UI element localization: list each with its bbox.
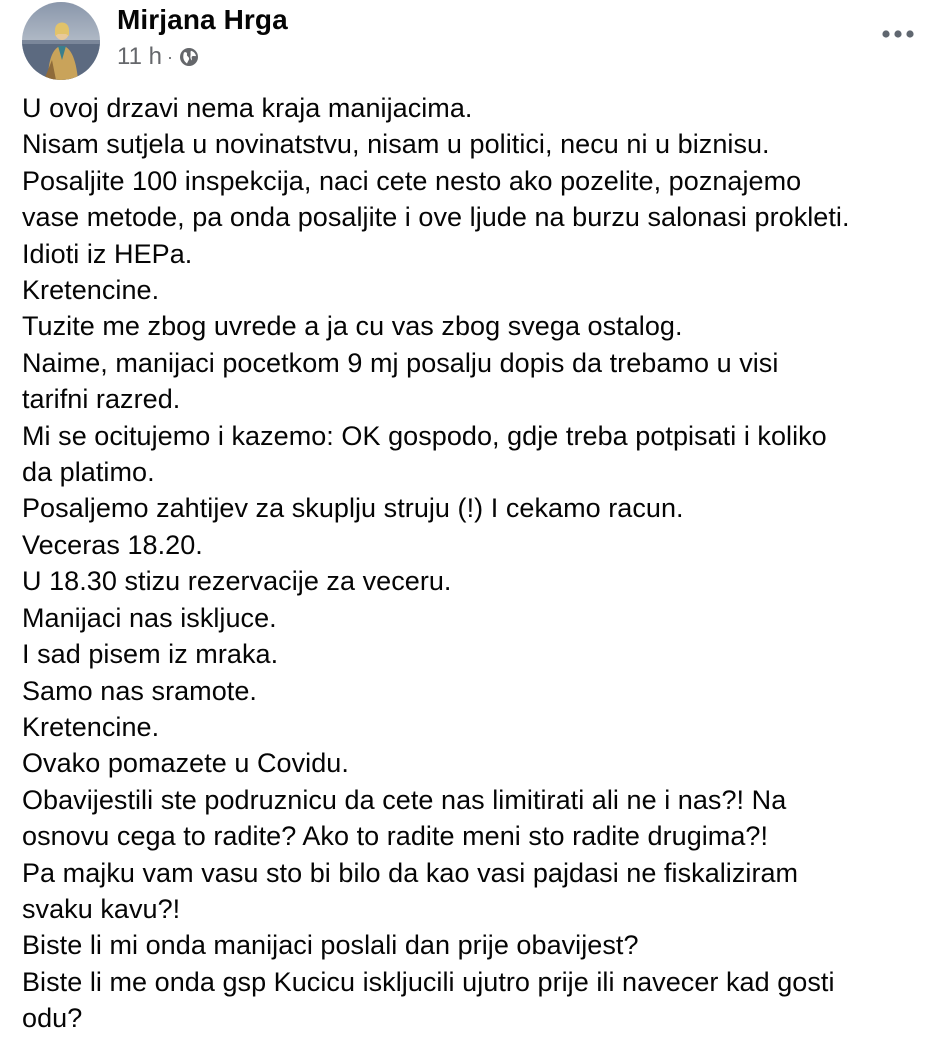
post-text-line: tarifni razred. [22, 384, 181, 415]
post-text-line: U ovoj drzavi nema kraja manijacima. [22, 93, 473, 123]
post-text-line: Mi se ocitujemo i kazemo: OK gospodo, gdje treba potpisati i koliko [22, 420, 827, 451]
post-text-line: Obavijestili ste podruznicu da cete nas limitirati ali ne i nas?! Na [22, 784, 787, 815]
post-text-line: Nisam sutjela u novinatstvu, nisam u politici, necu ni u biznisu. [22, 129, 770, 160]
post-text-line: Veceras 18.20. [22, 529, 203, 560]
more-horizontal-icon [881, 29, 915, 39]
more-options-button[interactable] [878, 18, 918, 50]
post-text-line: odu? [22, 1003, 83, 1034]
post-text-line: Samo nas sramote. [22, 675, 257, 706]
avatar-photo [22, 2, 100, 80]
post-meta [117, 42, 199, 72]
meta-separator: · [166, 47, 173, 67]
post-text-line: Biste li me onda gsp Kucicu iskljucili ujutro prije ili navecer kad gosti [22, 966, 835, 997]
post-header [0, 0, 940, 88]
post-text-line: Pa majku vam vasu sto bi bilo da kao vasi pajdasi ne fiskaliziram [22, 857, 799, 888]
post-text-line: I sad pisem iz mraka. [22, 639, 279, 670]
post-text-line: Kretencine. [22, 275, 160, 306]
post-text-line: da platimo. [22, 457, 155, 488]
post-text-line: osnovu cega to radite? Ako to radite meni sto radite drugima?! [22, 821, 769, 852]
post-timestamp[interactable]: 11 h [117, 43, 162, 70]
post-text-line: Naime, manijaci pocetkom 9 mj posalju dopis da trebamo u visi [22, 347, 779, 378]
author-name[interactable]: Mirjana Hrga [117, 4, 288, 35]
post-text-line: Ovako pomazete u Covidu. [22, 748, 349, 779]
post-text-line: Idioti iz HEPa. [22, 238, 193, 269]
post-text-line: U 18.30 stizu rezervacije za veceru. [22, 566, 452, 597]
post-text-line: Tuzite me zbog uvrede a ja cu vas zbog svega ostalog. [22, 311, 683, 342]
post-text-line: Posaljemo zahtijev za skuplju struju (!) I cekamo racun. [22, 493, 684, 524]
avatar[interactable] [22, 2, 100, 80]
post-text-line: Biste li mi onda manijaci poslali dan prije obavijest? [22, 930, 639, 961]
post-text-line: Manijaci nas iskljuce. [22, 602, 277, 633]
globe-icon[interactable] [179, 47, 199, 67]
post-text-line: Posaljite 100 inspekcija, naci cete nesto ako pozelite, poznajemo [22, 165, 802, 196]
post-text-line: svaku kavu?! [22, 893, 181, 924]
post-text [22, 90, 922, 1037]
post-text-line: vase metode, pa onda posaljite i ove ljude na burzu salonasi prokleti. [22, 202, 850, 233]
post-text-line: Kretencine. [22, 711, 160, 742]
